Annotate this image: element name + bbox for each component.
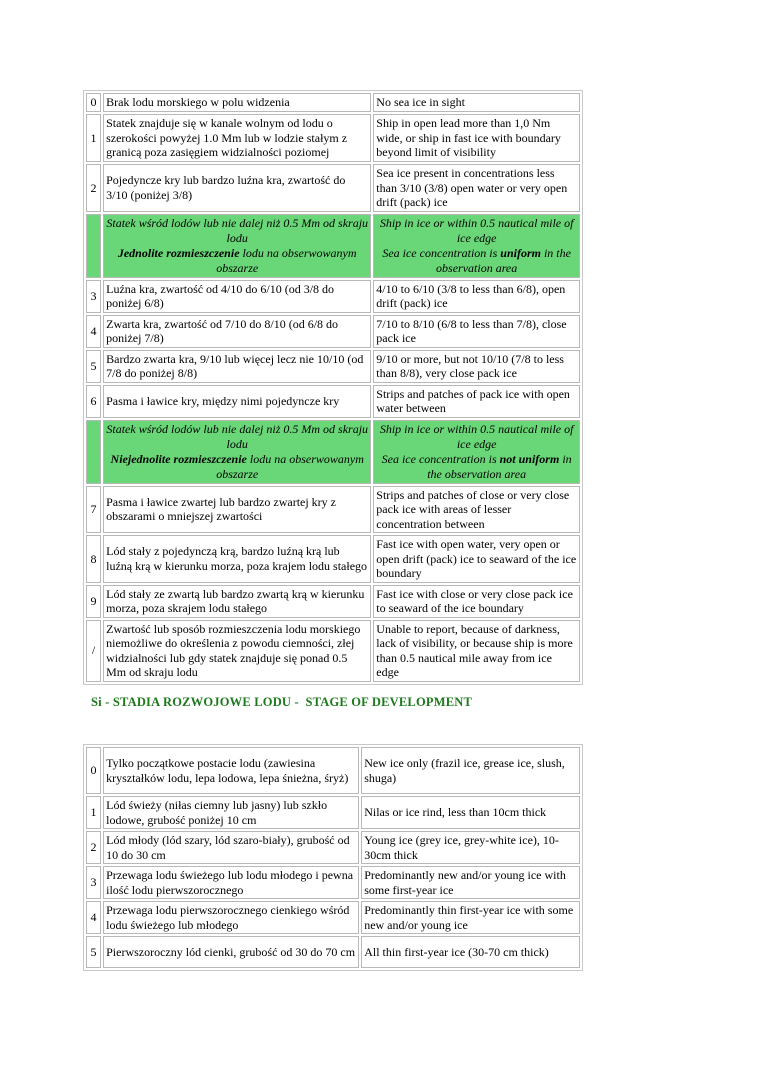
table-row bbox=[86, 866, 580, 899]
polish-bold-term: Jednolite rozmieszczenie bbox=[117, 245, 240, 260]
table-row bbox=[86, 831, 580, 864]
english-header-line: Ship in ice or within 0.5 nautical mile of ice edge bbox=[379, 215, 574, 245]
code-cell: 8 bbox=[86, 535, 101, 583]
english-text-cell: Predominantly thin first-year ice with some new and/or young ice bbox=[361, 901, 580, 934]
english-text-cell: Strips and patches of pack ice with open water between bbox=[373, 385, 580, 418]
code-cell bbox=[86, 214, 101, 278]
code-cell: 5 bbox=[86, 350, 101, 383]
english-header-post: in the observation area bbox=[436, 245, 571, 275]
code-cell: 4 bbox=[86, 315, 101, 348]
code-cell: 3 bbox=[86, 866, 101, 899]
english-text-cell: Strips and patches of close or very close pack ice with areas of lesser concentration between bbox=[373, 486, 580, 534]
english-text-cell: Young ice (grey ice, grey-white ice), 10-30cm thick bbox=[361, 831, 580, 864]
polish-nonuniform-header bbox=[103, 420, 371, 484]
english-text-cell: Nilas or ice rind, less than 10cm thick bbox=[361, 796, 580, 829]
code-cell: 2 bbox=[86, 831, 101, 864]
polish-text-cell: Zwartość lub sposób rozmieszczenia lodu morskiego niemożliwe do określenia z powodu ciemności, złej widzialności lub gdy statek znajduje się ponad 0.5 Mm od skraju lodu bbox=[103, 620, 371, 682]
english-nonuniform-header bbox=[373, 420, 580, 484]
english-header-pre: Sea ice concentration is bbox=[382, 245, 501, 260]
english-bold-term: uniform bbox=[500, 245, 541, 260]
code-cell: 6 bbox=[86, 385, 101, 418]
polish-bold-term: Niejednolite rozmieszczenie bbox=[110, 451, 247, 466]
english-text-cell: New ice only (frazil ice, grease ice, slush, shuga) bbox=[361, 747, 580, 794]
english-uniform-header bbox=[373, 214, 580, 278]
nonuniform-header-row bbox=[86, 420, 580, 484]
table-row bbox=[86, 620, 580, 682]
english-text-cell: No sea ice in sight bbox=[373, 93, 580, 112]
ice-concentration-table bbox=[83, 90, 583, 685]
polish-text-cell: Statek znajduje się w kanale wolnym od lodu o szerokości powyżej 1.0 Mm lub w lodzie stałym z granicą poza zasięgiem widzialności poziomej bbox=[103, 114, 371, 162]
table-row bbox=[86, 315, 580, 348]
polish-text-cell: Bardzo zwarta kra, 9/10 lub więcej lecz nie 10/10 (od 7/8 do poniżej 8/8) bbox=[103, 350, 371, 383]
polish-text-cell: Lód młody (lód szary, lód szaro-biały), grubość od 10 do 30 cm bbox=[103, 831, 359, 864]
code-cell: 0 bbox=[86, 93, 101, 112]
code-cell: 7 bbox=[86, 486, 101, 534]
english-text-cell: 4/10 to 6/10 (3/8 to less than 6/8), open drift (pack) ice bbox=[373, 280, 580, 313]
english-header-line: Ship in ice or within 0.5 nautical mile of ice edge bbox=[379, 421, 574, 451]
table-row bbox=[86, 164, 580, 212]
table-row bbox=[86, 585, 580, 618]
table-row bbox=[86, 350, 580, 383]
table-row bbox=[86, 280, 580, 313]
code-cell: 2 bbox=[86, 164, 101, 212]
code-cell: / bbox=[86, 620, 101, 682]
polish-text-cell: Lód stały ze zwartą lub bardzo zwartą krą w kierunku morza, poza skrajem lodu stałego bbox=[103, 585, 371, 618]
stage-of-development-table bbox=[83, 744, 583, 971]
english-text-cell: Fast ice with close or very close pack ice to seaward of the ice boundary bbox=[373, 585, 580, 618]
code-cell: 1 bbox=[86, 796, 101, 829]
english-text-cell: Sea ice present in concentrations less than 3/10 (3/8) open water or very open drift (pack) ice bbox=[373, 164, 580, 212]
polish-text-cell: Lód stały z pojedynczą krą, bardzo luźną krą lub luźną krą w kierunku morza, poza krajem lodu stałego bbox=[103, 535, 371, 583]
polish-text-cell: Lód świeży (niłas ciemny lub jasny) lub szkło lodowe, grubość poniżej 10 cm bbox=[103, 796, 359, 829]
table-row bbox=[86, 486, 580, 534]
english-text-cell: All thin first-year ice (30-70 cm thick) bbox=[361, 936, 580, 968]
english-text-cell: Unable to report, because of darkness, lack of visibility, or because ship is more than 0.5 nautical mile away from ice edge bbox=[373, 620, 580, 682]
table-row bbox=[86, 385, 580, 418]
code-cell: 3 bbox=[86, 280, 101, 313]
table-row bbox=[86, 114, 580, 162]
polish-text-cell: Brak lodu morskiego w polu widzenia bbox=[103, 93, 371, 112]
code-cell: 9 bbox=[86, 585, 101, 618]
code-cell: 4 bbox=[86, 901, 101, 934]
polish-text-cell: Pierwszoroczny lód cienki, grubość od 30 do 70 cm bbox=[103, 936, 359, 968]
polish-header-rest: lodu na obserwowanym obszarze bbox=[216, 451, 364, 481]
section-heading bbox=[91, 695, 472, 710]
english-header-post: in the observation area bbox=[427, 451, 572, 481]
table-row bbox=[86, 936, 580, 968]
section-code: Si bbox=[91, 695, 102, 709]
english-text-cell: Fast ice with open water, very open or open drift (pack) ice to seaward of the ice boundary bbox=[373, 535, 580, 583]
english-header-pre: Sea ice concentration is bbox=[381, 451, 500, 466]
code-cell: 1 bbox=[86, 114, 101, 162]
polish-text-cell: Pasma i ławice kry, między nimi pojedyncze kry bbox=[103, 385, 371, 418]
english-bold-term: not uniform bbox=[499, 451, 560, 466]
table-row bbox=[86, 747, 580, 794]
code-cell: 5 bbox=[86, 936, 101, 968]
polish-header-rest: lodu na obserwowanym obszarze bbox=[216, 245, 357, 275]
polish-text-cell: Pojedyncze kry lub bardzo luźna kra, zwartość do 3/10 (poniżej 3/8) bbox=[103, 164, 371, 212]
polish-uniform-header bbox=[103, 214, 371, 278]
polish-header-line: Statek wśród lodów lub nie dalej niż 0.5 Mm od skraju lodu bbox=[106, 421, 369, 451]
polish-text-cell: Luźna kra, zwartość od 4/10 do 6/10 (od 3/8 do poniżej 6/8) bbox=[103, 280, 371, 313]
english-text-cell: Predominantly new and/or young ice with some first-year ice bbox=[361, 866, 580, 899]
table-row bbox=[86, 901, 580, 934]
polish-text-cell: Przewaga lodu pierwszorocznego cienkiego wśród lodu świeżego lub młodego bbox=[103, 901, 359, 934]
english-text-cell: 9/10 or more, but not 10/10 (7/8 to less than 8/8), very close pack ice bbox=[373, 350, 580, 383]
polish-header-line: Statek wśród lodów lub nie dalej niż 0.5 Mm od skraju lodu bbox=[106, 215, 369, 245]
polish-text-cell: Przewaga lodu świeżego lub lodu młodego i pewna ilość lodu pierwszorocznego bbox=[103, 866, 359, 899]
english-text-cell: 7/10 to 8/10 (6/8 to less than 7/8), close pack ice bbox=[373, 315, 580, 348]
table-row bbox=[86, 796, 580, 829]
uniform-header-row bbox=[86, 214, 580, 278]
table-row bbox=[86, 535, 580, 583]
polish-text-cell: Tylko początkowe postacie lodu (zawiesina kryształków lodu, lepa lodowa, lepa śnieżna, śryż) bbox=[103, 747, 359, 794]
section-title: - STADIA ROZWOJOWE LODU - STAGE OF DEVELOPMENT bbox=[101, 695, 472, 709]
polish-text-cell: Zwarta kra, zwartość od 7/10 do 8/10 (od 6/8 do poniżej 7/8) bbox=[103, 315, 371, 348]
code-cell bbox=[86, 420, 101, 484]
polish-text-cell: Pasma i ławice zwartej lub bardzo zwartej kry z obszarami o mniejszej zwartości bbox=[103, 486, 371, 534]
english-text-cell: Ship in open lead more than 1,0 Nm wide, or ship in fast ice with boundary beyond limit of visibility bbox=[373, 114, 580, 162]
table-row bbox=[86, 93, 580, 112]
code-cell: 0 bbox=[86, 747, 101, 794]
